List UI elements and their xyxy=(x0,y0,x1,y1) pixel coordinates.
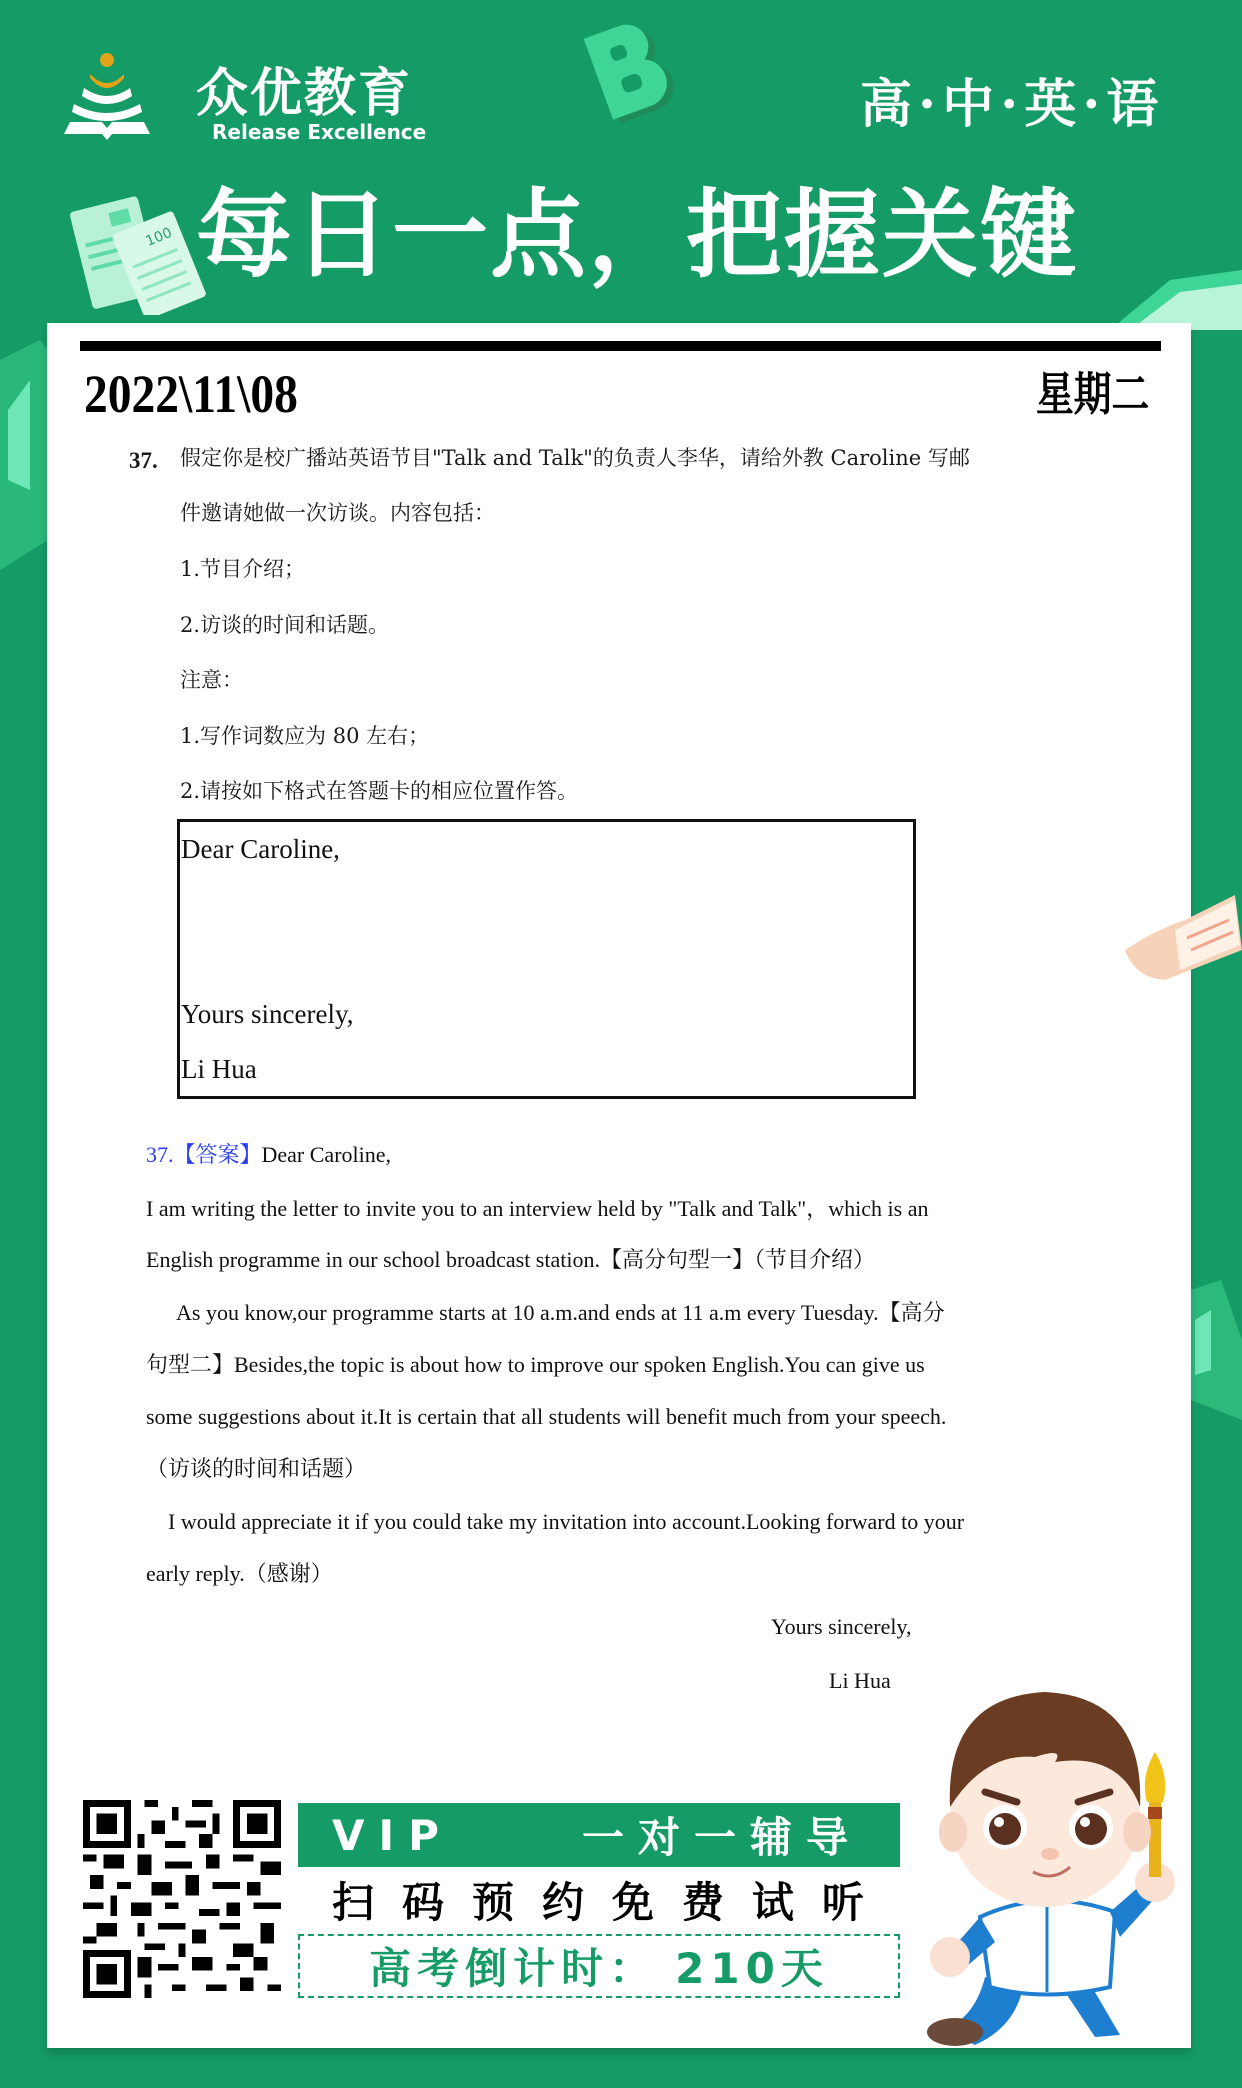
question-line: 2.访谈的时间和话题。 xyxy=(180,613,390,637)
date-label: 2022\11\08 xyxy=(84,364,298,424)
answer-line: 句型二】Besides,the topic is about how to improve our spoken English.You can give us xyxy=(146,1352,925,1377)
mascot-boy-icon xyxy=(905,1657,1195,2049)
brand-tagline: Release Excellence xyxy=(212,120,427,144)
scan-char: 费 xyxy=(681,1878,724,1927)
question-line: 1.写作词数应为 80 左右； xyxy=(180,724,430,748)
top-rule-divider xyxy=(80,341,1161,351)
answer-line: As you know,our programme starts at 10 a.m.and ends at 11 a.m every Tuesday.【高分 xyxy=(176,1300,945,1325)
template-greeting: Dear Caroline, xyxy=(181,834,340,864)
scan-to-book-trial xyxy=(298,1868,900,1932)
answer-line: I would appreciate it if you could take my invitation into account.Looking forward to your xyxy=(168,1509,965,1534)
answer-line: （访谈的时间和话题） xyxy=(146,1456,367,1481)
answer-line: some suggestions about it.It is certain that all students will benefit much from your speech. xyxy=(146,1404,947,1429)
headline: 每日一点，把握关键 xyxy=(196,179,1078,291)
question-line: 1.节目介绍； xyxy=(180,557,306,581)
scan-char: 免 xyxy=(611,1878,654,1927)
scan-char: 听 xyxy=(821,1878,864,1927)
scan-char: 预 xyxy=(471,1878,514,1927)
answer-greeting: Dear Caroline, xyxy=(261,1142,392,1167)
scan-char: 约 xyxy=(541,1878,584,1927)
question-line: 2.请按如下格式在答题卡的相应位置作答。 xyxy=(180,779,579,803)
question-line: 假定你是校广播站英语节目"Talk and Talk"的负责人李华，请给外教 Caroline 写邮 xyxy=(180,446,970,470)
answer-line: early reply.（感谢） xyxy=(146,1561,333,1586)
scan-char: 码 xyxy=(401,1878,444,1927)
countdown-value: 210天 xyxy=(675,1944,829,1993)
answer-line: I am writing the letter to invite you to an interview held by "Talk and Talk"，which is an xyxy=(146,1196,929,1221)
vip-label: VIP xyxy=(332,1810,453,1860)
vip-tutoring-banner[interactable] xyxy=(298,1803,900,1867)
book-decoration-icon xyxy=(1110,270,1242,330)
letter-b-decoration-icon xyxy=(568,12,698,132)
brand-name: 众优教育 xyxy=(196,64,413,124)
vip-service-label: 一对一辅导 xyxy=(581,1813,862,1862)
template-signature: Li Hua xyxy=(181,1054,257,1084)
exam-countdown xyxy=(298,1934,900,1998)
weekday-label: 星期二 xyxy=(1036,367,1150,421)
answer-label: 37.【答案】 xyxy=(146,1142,262,1167)
question-line: 件邀请她做一次访谈。内容包括： xyxy=(180,501,495,525)
subject-title: 高·中·英·语 xyxy=(860,74,1165,135)
scan-char: 扫 xyxy=(332,1878,375,1927)
answer-line: English programme in our school broadcast station.【高分句型一】（节目介绍） xyxy=(146,1247,875,1272)
answer-heading xyxy=(146,1140,391,1170)
letter-a-decoration-icon xyxy=(1191,1280,1242,1420)
answer-signature: Li Hua xyxy=(829,1668,891,1693)
paper-note-icon xyxy=(1125,890,1242,980)
exam-papers-icon xyxy=(70,185,210,315)
answer-closing: Yours sincerely, xyxy=(771,1614,912,1639)
letter-a-decoration-icon xyxy=(0,340,48,570)
question-number: 37. xyxy=(129,448,158,473)
countdown-label: 高考倒计时： xyxy=(369,1944,658,1993)
question-line: 注意： xyxy=(180,668,243,692)
qr-code-icon[interactable] xyxy=(83,1800,281,1998)
template-closing: Yours sincerely, xyxy=(181,999,354,1029)
scan-char: 试 xyxy=(751,1878,794,1927)
svg-text:100: 100 xyxy=(143,224,175,250)
brand-logo-icon xyxy=(62,52,182,142)
